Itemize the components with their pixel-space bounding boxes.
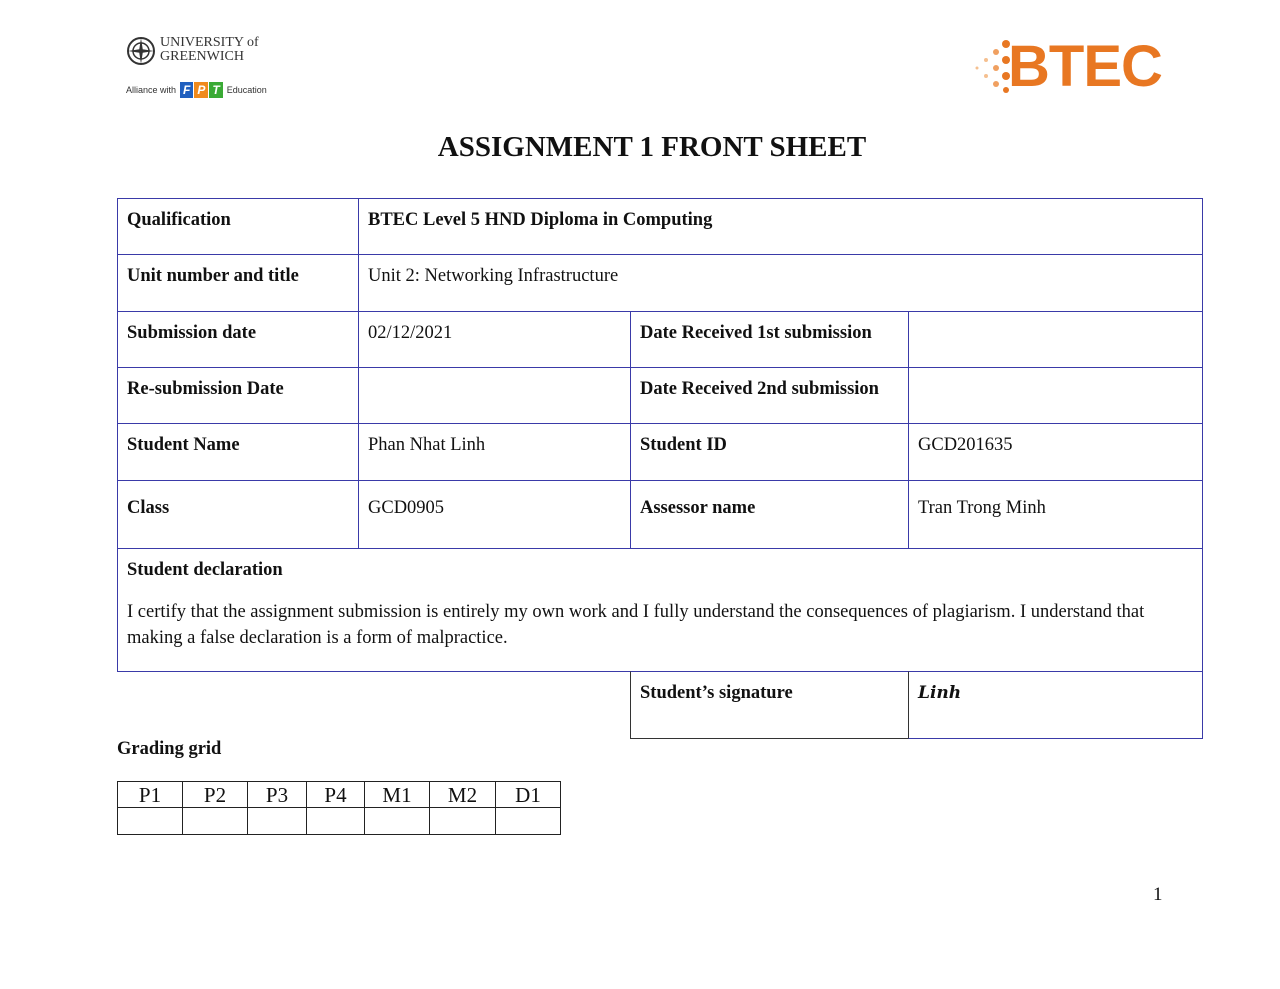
assessor-name-value: Tran Trong Minh bbox=[908, 480, 1203, 549]
unit-value: Unit 2: Networking Infrastructure bbox=[358, 254, 1203, 312]
student-id-value: GCD201635 bbox=[908, 423, 1203, 481]
page-title: ASSIGNMENT 1 FRONT SHEET bbox=[437, 131, 867, 163]
grade-cell-p2 bbox=[182, 807, 248, 835]
signature-value bbox=[908, 671, 1203, 739]
unit-label: Unit number and title bbox=[117, 254, 359, 312]
student-id-label: Student ID bbox=[630, 423, 909, 481]
submission-date-value: 02/12/2021 bbox=[358, 311, 631, 368]
grade-cell-m2 bbox=[429, 807, 496, 835]
grade-cell-p1 bbox=[117, 807, 183, 835]
class-value: GCD0905 bbox=[358, 480, 631, 549]
date-received-1st-value bbox=[908, 311, 1203, 368]
page-number: 1 bbox=[1153, 884, 1163, 905]
date-received-1st-label: Date Received 1st submission bbox=[630, 311, 909, 368]
dots-graphic-icon bbox=[972, 38, 1012, 96]
fpt-mark: F P T bbox=[180, 82, 223, 98]
fpt-alliance-logo bbox=[126, 82, 267, 98]
submission-date-label: Submission date bbox=[117, 311, 359, 368]
grade-header-p1: P1 bbox=[117, 781, 183, 808]
grade-header-p2: P2 bbox=[182, 781, 248, 808]
grade-cell-p4 bbox=[306, 807, 365, 835]
signature-label: Student’s signature bbox=[630, 671, 909, 739]
grade-header-m2: M2 bbox=[429, 781, 496, 808]
declaration-heading: Student declaration bbox=[127, 560, 283, 580]
signature-image: Linh bbox=[918, 683, 962, 703]
student-declaration-cell bbox=[117, 548, 1203, 672]
compass-emblem-icon bbox=[126, 36, 156, 66]
grade-header-p3: P3 bbox=[247, 781, 307, 808]
qualification-label: Qualification bbox=[117, 198, 359, 255]
resubmission-date-label: Re-submission Date bbox=[117, 367, 359, 424]
declaration-text: I certify that the assignment submission is entirely my own work and I fully understand the consequences of plagiarism. I understand that making a false declaration is a form of malpractice. bbox=[127, 602, 1145, 648]
grade-header-p4: P4 bbox=[306, 781, 365, 808]
grade-header-d1: D1 bbox=[495, 781, 561, 808]
grading-grid-title: Grading grid bbox=[117, 739, 222, 759]
university-name: UNIVERSITY of GREENWICH bbox=[160, 35, 259, 64]
qualification-value: BTEC Level 5 HND Diploma in Computing bbox=[358, 198, 1203, 255]
alliance-text: Alliance with bbox=[126, 85, 177, 95]
grade-cell-d1 bbox=[495, 807, 561, 835]
btec-wordmark: BTEC bbox=[1008, 34, 1162, 99]
class-label: Class bbox=[117, 480, 359, 549]
resubmission-date-value bbox=[358, 367, 631, 424]
education-text: Education bbox=[226, 85, 267, 95]
date-received-2nd-value bbox=[908, 367, 1203, 424]
student-name-label: Student Name bbox=[117, 423, 359, 481]
student-name-value: Phan Nhat Linh bbox=[358, 423, 631, 481]
assessor-name-label: Assessor name bbox=[630, 480, 909, 549]
grade-cell-p3 bbox=[247, 807, 307, 835]
date-received-2nd-label: Date Received 2nd submission bbox=[630, 367, 909, 424]
grade-cell-m1 bbox=[364, 807, 430, 835]
btec-logo bbox=[972, 34, 1167, 99]
grade-header-m1: M1 bbox=[364, 781, 430, 808]
